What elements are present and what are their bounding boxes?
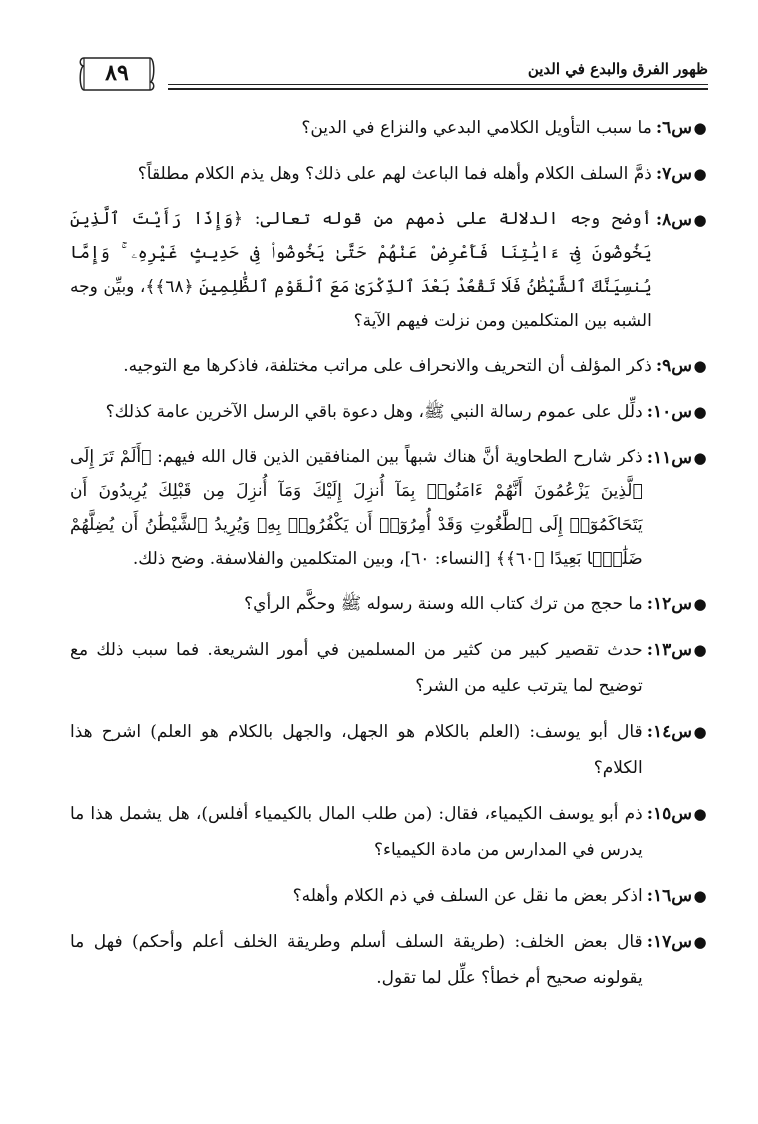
bullet-icon: ● (693, 887, 707, 905)
page-number-scroll-frame (78, 54, 156, 94)
bullet-icon: ● (693, 933, 707, 951)
header-rule (168, 84, 708, 85)
question-item (70, 440, 708, 576)
question-item (70, 796, 708, 868)
question-number: س٦: (655, 118, 692, 138)
bullet-icon: ● (693, 449, 707, 467)
bullet-icon: ● (693, 119, 707, 137)
question-item (70, 202, 708, 338)
question-text: ذمَّ السلف الكلام وأهله فما الباعث لهم على ذلك؟ وهل يذم الكلام مطلقاً؟ (137, 164, 652, 184)
bullet-icon: ● (693, 723, 707, 741)
question-item (70, 878, 708, 914)
question-text: ما سبب التأويل الكلامي البدعي والنزاع في الدين؟ (301, 118, 652, 138)
question-number: س١٣: (646, 640, 692, 660)
question-number: س٧: (655, 164, 692, 184)
question-text: حدث تقصير كبير من كثير من المسلمين في أمور الشريعة. فما سبب ذلك مع توضيح لما يترتب عليه من الشر؟ (70, 640, 643, 696)
bullet-icon: ● (693, 357, 707, 375)
question-text: ما حجج من ترك كتاب الله وسنة رسوله ﷺ وحكَّم الرأي؟ (244, 594, 643, 614)
question-item (70, 924, 708, 996)
running-header (78, 46, 708, 96)
question-number: س١٧: (646, 932, 692, 952)
question-item (70, 348, 708, 384)
question-text: دلِّل على عموم رسالة النبي ﷺ، وهل دعوة باقي الرسل الآخرين عامة كذلك؟ (105, 402, 643, 422)
running-title: ظهور الفرق والبدع في الدين (527, 60, 708, 78)
question-number: س١٢: (646, 594, 692, 614)
question-text: ذكر المؤلف أن التحريف والانحراف على مراتب مختلفة، فاذكرها مع التوجيه. (123, 356, 652, 376)
bullet-icon: ● (693, 805, 707, 823)
bullet-icon: ● (693, 595, 707, 613)
question-text: قال أبو يوسف: (العلم بالكلام هو الجهل، والجهل بالكلام هو العلم) اشرح هذا الكلام؟ (70, 722, 643, 778)
question-number: س١١: (646, 448, 692, 468)
question-text: اذكر بعض ما نقل عن السلف في ذم الكلام وأهله؟ (292, 886, 643, 906)
question-text: ذم أبو يوسف الكيمياء، فقال: (من طلب المال بالكيمياء أفلس)، هل يشمل هذا ما يدرس في المدارس من مادة الكيمياء؟ (70, 804, 643, 860)
question-item (70, 110, 708, 146)
question-number: س١٤: (646, 722, 692, 742)
question-number: س١٥: (646, 804, 692, 824)
question-text: ذكر شارح الطحاوية أنَّ هناك شبهاً بين المنافقين الذين قال الله فيهم: ﴿أَلَمْ تَرَ إِلَى ٱلَّذِينَ يَزْعُمُونَ أَنَّهُمْ ءَامَنُوا۟ بِمَآ أُنزِلَ إِلَيْكَ وَمَآ أُنزِلَ مِن قَبْلِكَ يُرِيدُونَ أَن يَتَحَاكَمُوٓا۟ إِلَى ٱلطَّٰغُوتِ وَقَدْ أُمِرُوٓا۟ أَن يَكْفُرُوا۟ بِهِۦ وَيُرِيدُ ٱلشَّيْطَٰنُ أَن يُضِلَّهُمْ ضَلَٰلًۢا بَعِيدًا ﴿٦٠﴾﴾ [النساء: ٦٠]، وبين المتكلمين والفلاسفة. وضح ذلك. (70, 447, 643, 569)
bullet-icon: ● (693, 165, 707, 183)
question-text: أوضح وجه الدلالة على ذمهم من قوله تعالى: ﴿وَإِذَا رَأَيْتَ ٱلَّذِينَ يَخُوضُونَ فِىٓ ءَايَٰتِنَا فَأَعْرِضْ عَنْهُمْ حَتَّىٰ يَخُوضُوا۟ فِى حَدِيثٍ غَيْرِهِۦ ۚ وَإِمَّا يُنسِيَنَّكَ ٱلشَّيْطَٰنُ فَلَا تَقْعُدْ بَعْدَ ٱلذِّكْرَىٰ مَعَ ٱلْقَوْمِ ٱلظَّٰلِمِينَ ﴿٦٨﴾﴾، وبيِّن وجه الشبه بين المتكلمين ومن نزلت فيهم الآية؟ (70, 209, 652, 331)
question-item (70, 394, 708, 430)
question-number: س٩: (655, 356, 692, 376)
question-number: س١٠: (646, 402, 692, 422)
header-rule-thick (168, 88, 708, 90)
question-item (70, 714, 708, 786)
question-number: س١٦: (646, 886, 692, 906)
page-number: ٨٩ (105, 60, 129, 86)
question-item (70, 586, 708, 622)
question-item (70, 632, 708, 704)
bullet-icon: ● (693, 641, 707, 659)
question-list (70, 110, 708, 1006)
question-number: س٨: (655, 210, 692, 230)
question-item (70, 156, 708, 192)
bullet-icon: ● (693, 403, 707, 421)
bullet-icon: ● (693, 211, 707, 229)
question-text: قال بعض الخلف: (طريقة السلف أسلم وطريقة الخلف أعلم وأحكم) فهل ما يقولونه صحيح أم خطأ؟ علِّل لما تقول. (70, 932, 643, 988)
